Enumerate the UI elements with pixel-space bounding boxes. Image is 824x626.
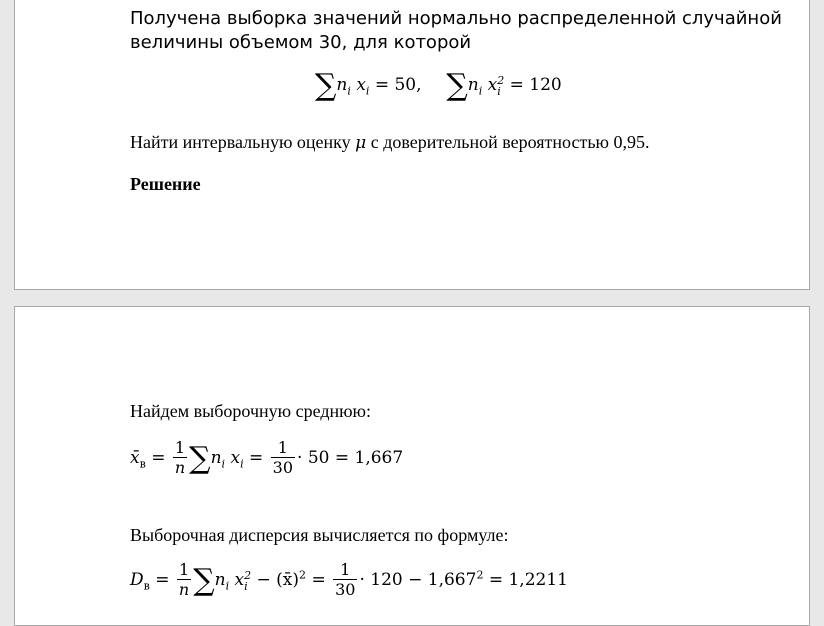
equals-sign: = — [249, 448, 264, 468]
equals-sign: = — [311, 570, 326, 590]
given-x: x — [487, 75, 498, 95]
variance-symbol: D — [130, 570, 144, 590]
document-page-2 — [14, 306, 810, 626]
problem-statement-line-1: Получена выборка значений нормально распределенной случайной — [130, 8, 782, 29]
mean-symbol: x̄ — [130, 448, 140, 468]
variance-result: = 1,2211 — [483, 570, 568, 590]
variance-intro: Выборочная дисперсия вычисляется по формуле: — [130, 525, 509, 545]
solution-heading: Решение — [130, 174, 201, 194]
fraction-denominator: 30 — [335, 580, 356, 599]
variance-tail-power: 2 — [476, 568, 484, 582]
given-x-index: i — [365, 84, 370, 98]
mean-n: n — [210, 448, 222, 468]
mean-formula — [130, 439, 403, 478]
fraction-numerator: 1 — [174, 438, 186, 457]
fraction-denominator: n — [178, 580, 190, 599]
fraction-denominator: n — [174, 458, 186, 477]
mean-n-index: i — [221, 457, 226, 471]
given-x-index: i — [497, 84, 501, 98]
equals-sign: = — [151, 448, 166, 468]
mean-x: x — [230, 448, 241, 468]
variance-mean-power: 2 — [299, 568, 307, 582]
equals-sign: = — [155, 570, 170, 590]
document-page-1 — [14, 0, 810, 290]
fraction-1-over-n — [173, 439, 187, 478]
sum-symbol: ∑ — [193, 563, 215, 598]
mean-result: · 50 = 1,667 — [297, 448, 404, 468]
mean-intro: Найдем выборочную среднюю: — [130, 401, 372, 421]
variance-mean-term: − (x̄) — [256, 570, 300, 590]
fraction-numerator: 1 — [178, 560, 190, 579]
mean-x-index: i — [240, 457, 244, 471]
sum-symbol: ∑ — [446, 68, 468, 103]
mean-symbol-sub: в — [139, 457, 146, 471]
given-n-index: i — [478, 84, 483, 98]
given-n: n — [336, 75, 348, 95]
variance-tail: · 120 − 1,667 — [359, 570, 477, 590]
given-sum1-rhs: = 50, — [374, 75, 422, 95]
variance-x-power: 2 — [244, 568, 252, 582]
sum-symbol: ∑ — [189, 441, 211, 476]
variance-x: x — [234, 570, 245, 590]
task-text — [130, 132, 650, 153]
fraction-denominator: 30 — [272, 458, 294, 477]
given-equations — [315, 68, 562, 103]
task-mu: μ — [355, 133, 367, 153]
fraction-numerator: 1 — [277, 438, 288, 457]
given-n: n — [467, 75, 479, 95]
task-before: Найти интервальную оценку — [130, 132, 356, 152]
given-x: x — [356, 75, 366, 95]
fraction-1-over-n — [177, 561, 191, 600]
variance-symbol-sub: в — [143, 579, 150, 593]
variance-x-index: i — [244, 579, 248, 593]
sum-symbol: ∑ — [315, 68, 337, 103]
fraction-numerator: 1 — [340, 560, 351, 579]
given-n-index: i — [347, 84, 351, 98]
problem-statement-line-2: величины объемом 30, для которой — [130, 32, 472, 53]
variance-n: n — [214, 570, 226, 590]
given-sum2-rhs: = 120 — [509, 75, 562, 95]
variance-n-index: i — [225, 579, 230, 593]
task-after: с доверительной вероятностью 0,95. — [366, 132, 650, 152]
variance-formula — [130, 561, 568, 600]
given-x-power: 2 — [497, 73, 505, 87]
fraction-1-over-30 — [271, 439, 295, 478]
fraction-1-over-30 — [333, 561, 357, 600]
